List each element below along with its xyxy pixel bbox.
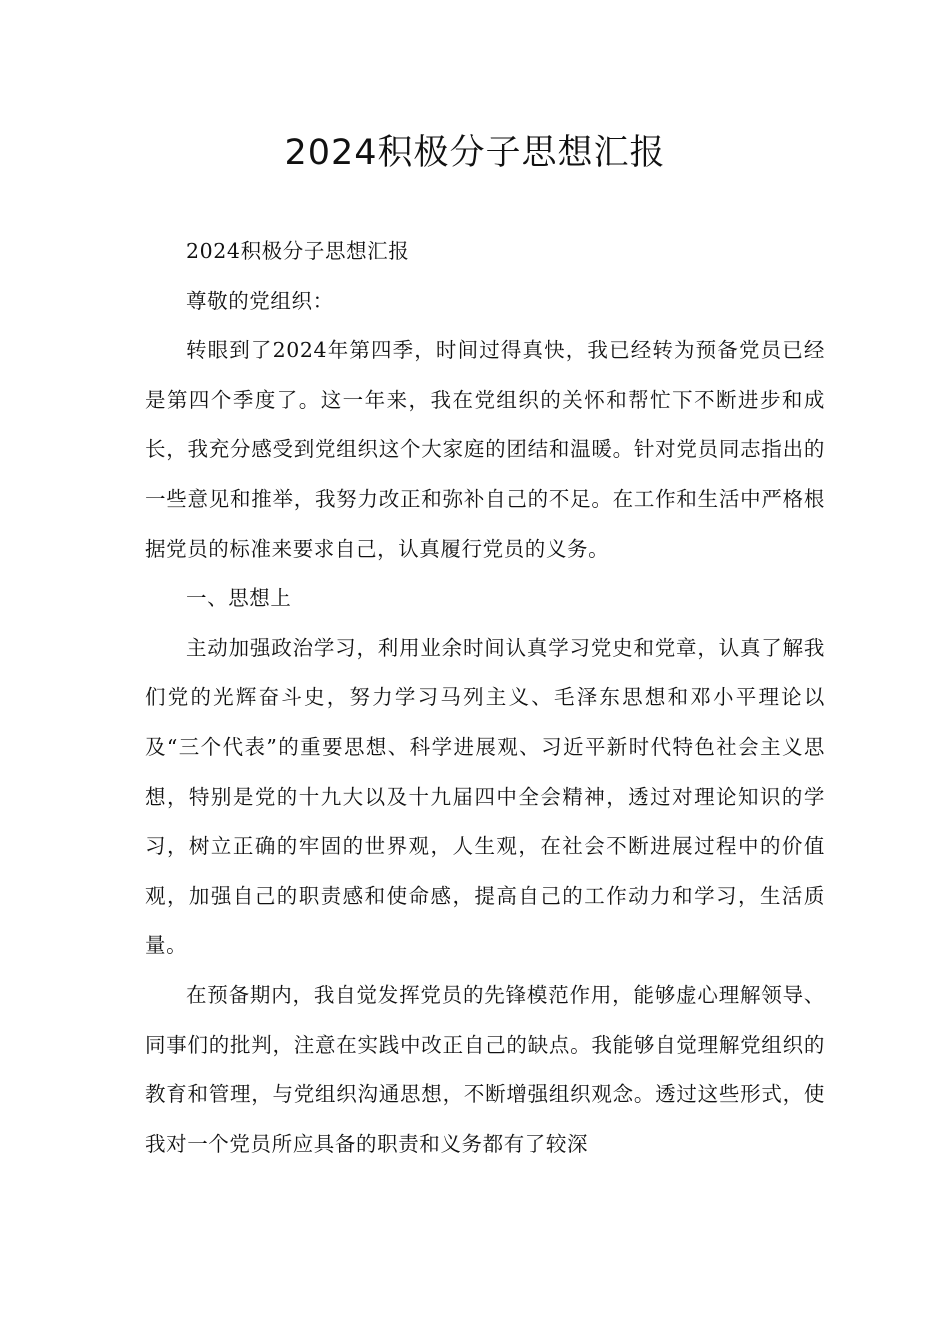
paragraph-intro: 转眼到了2024年第四季，时间过得真快，我已经转为预备党员已经是第四个季度了。这一年来，我在党组织的关怀和帮忙下不断进步和成长，我充分感受到党组织这个大家庭的团结和温暖。针对党员同志指出的一些意见和推举，我努力改正和弥补自己的不足。在工作和生活中严格根据党员的标准来要求自己，认真履行党员的义务。 bbox=[145, 338, 825, 561]
section-heading-ideology: 一、思想上 bbox=[186, 586, 292, 611]
document-title: 2024积极分子思想汇报 bbox=[284, 133, 666, 173]
paragraph-salutation: 尊敬的党组织： bbox=[186, 288, 334, 313]
document-body bbox=[145, 227, 825, 1169]
paragraph-probation: 在预备期内，我自觉发挥党员的先锋模范作用，能够虚心理解领导、同事们的批判，注意在实践中改正自己的缺点。我能够自觉理解党组织的教育和管理，与党组织沟通思想，不断增强组织观念。透过这些形式，使我对一个党员所应具备的职责和义务都有了较深 bbox=[145, 982, 825, 1156]
paragraph-ideology: 主动加强政治学习，利用业余时间认真学习党史和党章，认真了解我们党的光辉奋斗史，努力学习马列主义、毛泽东思想和邓小平理论以及“三个代表”的重要思想、科学进展观、习近平新时代特色社会主义思想，特别是党的十九大以及十九届四中全会精神，透过对理论知识的学习，树立正确的牢固的世界观，人生观，在社会不断进展过程中的价值观，加强自己的职责感和使命感，提高自己的工作动力和学习，生活质量。 bbox=[145, 635, 825, 958]
paragraph-subtitle: 2024积极分子思想汇报 bbox=[186, 239, 410, 263]
